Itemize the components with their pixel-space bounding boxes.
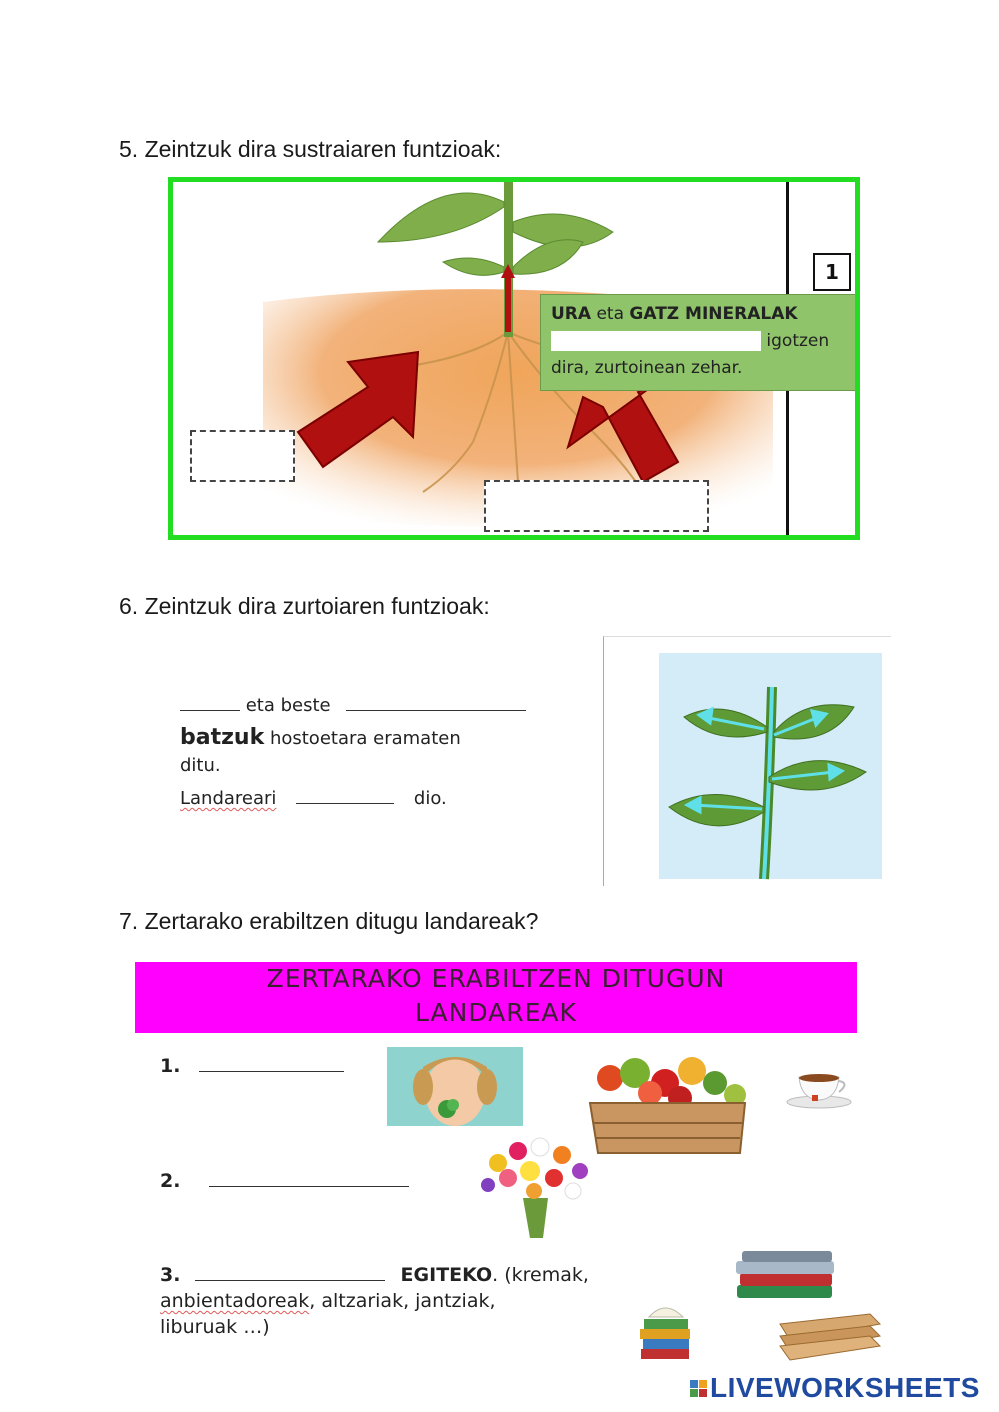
brand-icon-row [690,1380,707,1388]
brand-name: LIVEWORKSHEETS [710,1372,980,1403]
callout-eta: eta [596,304,625,324]
books-image [637,1297,695,1363]
wood-planks-image [775,1312,885,1362]
callout-blank[interactable] [551,331,761,351]
stem-hostoetara: hostoetara eramaten [269,728,461,749]
banner-line-2: LANDAREAK [415,998,577,1027]
item-3-number: 3. [160,1264,181,1286]
stem-figure [603,636,891,886]
callout-line-2 [551,328,847,355]
stem-illustration [604,637,892,887]
clothes-image [732,1249,842,1301]
answer-box-bottom[interactable] [484,480,709,532]
stem-line-3: ditu. [180,755,221,776]
callout-igotzen: igotzen [766,331,830,351]
stem-line-1 [180,690,570,722]
root-figure [168,177,860,540]
fruit-crate-image [580,1053,755,1161]
callout-line-1 [551,301,847,328]
stem-blank-3[interactable] [296,803,394,804]
stem-dio: dio. [413,788,447,809]
use-item-2 [160,1170,409,1192]
answer-box-left[interactable] [190,430,295,482]
stem-batzuk: batzuk [180,725,265,750]
stem-exercise [180,690,570,815]
flower-bouquet-image [468,1133,603,1239]
item-3-line-3: liburuak …) [160,1316,270,1338]
item-3-line-1 [160,1262,700,1288]
item-3-rest: , altzariak, jantziak, [309,1290,496,1312]
stem-eta-beste: eta beste [245,695,331,716]
callout-ura: URA [551,304,592,324]
callout-gatz: GATZ MINERALAK [629,304,798,324]
item-3-line-2 [160,1288,700,1314]
question-5: 5. Zeintzuk dira sustraiaren funtzioak: [119,136,502,162]
girl-eating-image [387,1047,523,1126]
stem-landareari: Landareari [180,788,277,809]
stem-line-2 [180,722,570,755]
question-6: 6. Zeintzuk dira zurtoiaren funtzioak: [119,593,490,619]
stem-blank-2[interactable] [346,710,526,711]
callout-box [540,294,858,391]
item-3-kremak: . (kremak, [492,1264,589,1286]
question-7: 7. Zertarako erabiltzen ditugu landareak? [119,908,539,934]
item-3-egiteko: EGITEKO [400,1264,493,1286]
use-item-1 [160,1055,344,1077]
stem-line-4 [180,783,570,815]
brand-icon [690,1380,707,1397]
item-3-blank[interactable] [195,1280,385,1281]
number-badge: 1 [813,253,851,291]
use-item-3 [160,1262,700,1340]
brand-logo [690,1373,980,1403]
item-1-number: 1. [160,1055,181,1077]
uses-banner [135,962,857,1033]
item-3-anbient: anbientadoreak [160,1290,310,1312]
stem-blank-1[interactable] [180,710,240,711]
item-1-blank[interactable] [199,1071,344,1072]
item-2-blank[interactable] [209,1186,409,1187]
item-2-number: 2. [160,1170,181,1192]
callout-line-3: dira, zurtoinean zehar. [551,358,743,378]
banner-line-1: ZERTARAKO ERABILTZEN DITUGUN [266,964,726,993]
tea-cup-image [784,1065,854,1110]
